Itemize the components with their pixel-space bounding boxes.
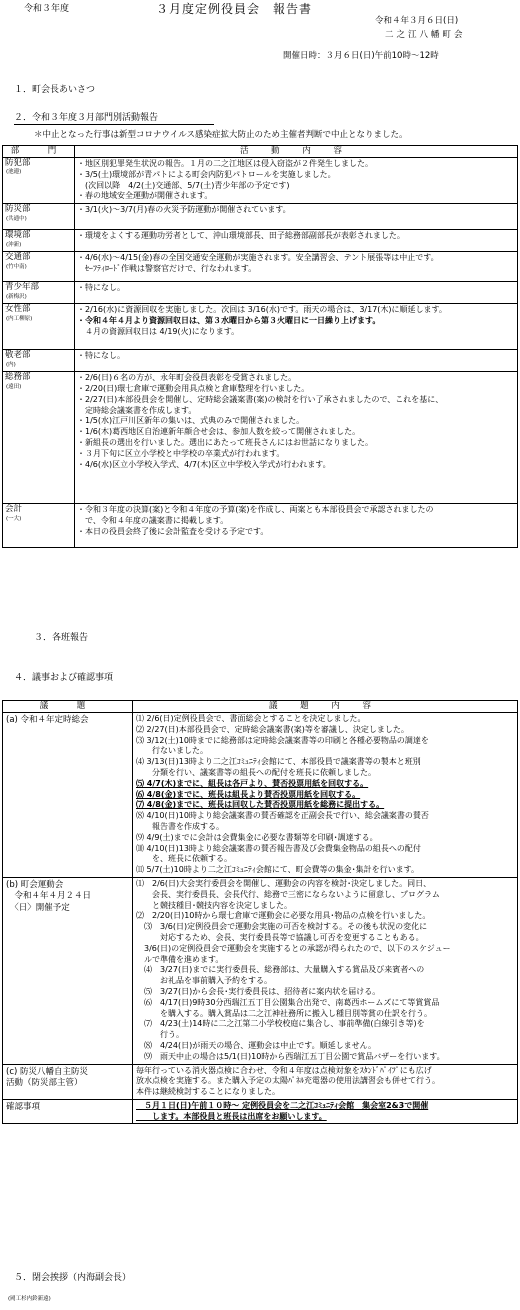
activity-row	[3, 350, 518, 372]
agenda-item: ⑹ 4/8(金)までに、班長は組長より賛否投票用紙を回収する。	[136, 789, 361, 799]
agenda-item: 本件は継続検討することになりました。	[136, 1087, 280, 1097]
activity-cell	[75, 158, 518, 204]
dept-name: 環境部	[5, 230, 31, 241]
section1-title: １．町会長あいさつ	[14, 85, 96, 95]
activity-cell	[75, 282, 518, 304]
activity-row	[3, 282, 518, 304]
dept-name: 防災部	[5, 204, 31, 215]
agenda-item: ルで準備を進めます。	[136, 954, 224, 964]
topic-line: 〈日〉開催予定	[6, 902, 70, 913]
activity-line: ・３月下旬に区立小学校と中学校の卒業式が行われます。	[77, 448, 285, 458]
agenda-item: 毎年行っている消火器点検に合わせ、令和４年度は点検対象をｽﾀﾝﾄﾞﾊﾟｲﾌﾟにも広げ	[136, 1065, 432, 1075]
meeting-time: 開催日時：３月６日(日)午前10時～12時	[283, 51, 439, 61]
agenda-item: ⑸ 4/7(木)までに、組長は各戸より、賛否投票用紙を回収する。	[136, 778, 369, 788]
dept-name: 敬老部	[5, 350, 31, 361]
agenda-row	[3, 713, 518, 878]
dept-name: 防犯部	[5, 158, 31, 168]
activity-line: ・地区別犯罪発生状況の報告。１月の二之江地区は侵入窃盗が２件発生しました。	[77, 159, 373, 168]
col-header-dept: 部 門	[3, 146, 75, 158]
activity-cell	[75, 204, 518, 230]
dept-members: (遠田)	[6, 383, 22, 390]
dept-name: 会計	[5, 504, 23, 515]
agenda-item: ⑽ 4/10(日)13時より総会議案書の賛否報告書及び会費集金物品の組長への配付	[136, 843, 421, 853]
dept-members: (新梅沢)	[6, 293, 27, 300]
topic-cell	[3, 1064, 133, 1099]
activity-row	[3, 230, 518, 252]
agenda-row	[3, 877, 518, 1064]
section5-sub: (岡工杉内鈴新遠)	[8, 1296, 51, 1302]
topic-line: 令和４年４月２４日	[6, 891, 92, 902]
agenda-item: ⑼ 雨天中止の場合は5/1(日)10時から西瑞江五丁目公園で賞品バザーを行います。	[136, 1051, 445, 1061]
agenda-item: 分類を行い、議案書等の組長への配付を班長に依頼しました。	[136, 767, 376, 777]
agenda-item: します。本部役員と班長は出席をお願いします。	[136, 1111, 327, 1121]
activity-row	[3, 158, 518, 204]
activity-line: ・3/1(火)～3/7(月)春の火災予防運動が開催されています。	[77, 205, 291, 215]
report-date: 令和４年３月６日(日)	[375, 16, 459, 26]
agenda-item: 3/6(日)の定例役員会で運動会を実施するとの承認が得られたので、以下のスケジュー	[136, 943, 451, 953]
topic-cell	[3, 1099, 133, 1124]
dept-members: (内)	[6, 361, 16, 368]
dept-cell	[3, 204, 75, 230]
col-header-topic: 議 題	[3, 701, 133, 713]
dept-members: (内工柳原)	[6, 315, 33, 322]
section2-underline	[14, 124, 214, 125]
agenda-item: お礼品を事前購入予約をする。	[136, 976, 272, 986]
topic-line: (c) 防災八幡自主防災	[6, 1066, 89, 1077]
agenda-item: 行ないました。	[136, 746, 208, 756]
activity-line: ・4/6(水)区立小学校入学式、4/7(木)区立中学校入学式が行われます。	[77, 459, 331, 469]
dept-cell	[3, 158, 75, 204]
dept-members: (一大)	[6, 515, 22, 522]
agenda-item: 放水点検を実施する。また購入予定の太陽ﾊﾟﾈﾙ充電器の使用法講習会も併せて行う。	[136, 1076, 440, 1086]
activity-table	[2, 145, 518, 548]
dept-name: 交通部	[5, 252, 31, 263]
agenda-item: ⑻ 4/10(日)10時より総会議案書の賛否確認を正副会長で行い、総会議案書の賛否	[136, 811, 429, 821]
activity-line: ・新組長の選出を行いました。選出にあたって班長さんにはお世話になりました。	[77, 437, 373, 447]
topic-cell	[3, 877, 133, 1064]
col-header-content: 議 題 内 容	[133, 701, 518, 713]
agenda-row	[3, 1064, 518, 1099]
activity-line: ・1/5(水)江戸川区新年の集いは、式典のみで開催されました。	[77, 416, 305, 426]
activity-line: ・1/6(木)葛西地区自治連新年顔合せ会は、参加人数を絞って開催されました。	[77, 427, 361, 437]
report-title: ３月度定例役員会 報告書	[156, 2, 313, 16]
dept-cell	[3, 304, 75, 350]
agenda-row	[3, 1099, 518, 1124]
dept-cell	[3, 230, 75, 252]
activity-line: ・令和４年４月より資源回収日は、第３水曜日から第３火曜日に一日繰り上げます。	[77, 315, 381, 325]
dept-members: (沖新)	[6, 241, 22, 248]
agenda-item: 行う。	[136, 1030, 184, 1040]
organization-name: 二之江八幡町会	[385, 30, 466, 40]
content-cell	[133, 1064, 518, 1099]
topic-cell	[3, 713, 133, 878]
agenda-item: ⑶ 3/12(土)10時までに総務部は定時総会議案書等の印刷と各種必要物品の調達を	[136, 735, 429, 745]
dept-cell	[3, 504, 75, 548]
agenda-item: ⑶ 3/6(日)定例役員会で運動会実施の可否を検討する。その後も状況の変化に	[136, 922, 428, 932]
agenda-item: ⑷ 3/27(日)までに実行委員長、総務部は、大量購入する賞品及び来賓者への	[136, 965, 425, 975]
agenda-item: ⑵ 2/27(日)本部役員会で、定時総会議案書(案)等を審議し、決定しました。	[136, 724, 409, 734]
agenda-item: ⑸ 3/27(日)から会長･実行委員長は、招待者に案内状を届ける。	[136, 986, 381, 996]
activity-cell	[75, 252, 518, 282]
activity-cell	[75, 504, 518, 548]
topic-line: 活動（防災部主管）	[6, 1077, 83, 1088]
activity-line: ・2/6(日)６名の方が、永年町会役員表彰を受賞されました。	[77, 373, 297, 383]
agenda-item: ⑵ 2/20(日)10時から環七倉庫で運動会に必要な用具･物品の点検を行いました。	[136, 911, 431, 921]
activity-line: ・2/16(水)に資源回収を実施しました。次回は 3/16(水)です。雨天の場合は、3/17(木)に順延します。	[77, 305, 447, 315]
agenda-item: ⑺ 4/8(金)までに、班長は回収した賛否投票用紙を総務に提出する。	[136, 800, 385, 810]
dept-cell	[3, 252, 75, 282]
agenda-item: ⑴ 2/6(日)大会実行委員会を開催し、運動会の内容を検討･決定しました。同日、	[136, 878, 432, 888]
agenda-item: ⑹ 4/17(日)9時30分西瑞江五丁目公園集合出発で、南葛西ホームズにて等賞賞品	[136, 997, 440, 1007]
dept-cell	[3, 372, 75, 504]
dept-members: (竹中南)	[6, 263, 27, 270]
topic-line: (b) 町会運動会	[6, 879, 64, 890]
activity-cell	[75, 230, 518, 252]
activity-cell	[75, 304, 518, 350]
content-cell	[133, 877, 518, 1064]
agenda-item: ⑼ 4/9(土)までに会計は会費集金に必要な書類等を印刷･調達する。	[136, 832, 378, 842]
activity-row	[3, 304, 518, 350]
activity-line: ・3/5(土)環境部が青パトによる町会内防犯パトロールを実施しました。	[77, 169, 336, 179]
activity-row	[3, 372, 518, 504]
agenda-item: ⑻ 4/24(日)が雨天の場合、運動会は中止です。順延しません。	[136, 1040, 377, 1050]
agenda-table	[2, 700, 518, 1124]
section4-title: ４．議事および確認事項	[14, 673, 114, 683]
activity-line: ・2/20(日)環七倉庫で運動会用具点検と倉庫整理を行いました。	[77, 383, 310, 393]
agenda-item: ⑺ 4/23(土)14時に二之江第二小学校校庭に集合し、事前準備(白線引き等)を	[136, 1019, 425, 1029]
activity-line: ・令和３年度の決算(案)と令和４年度の予算(案)を作成し、両案とも本部役員会で承認されましたの	[77, 505, 434, 515]
content-cell	[133, 713, 518, 878]
activity-line: 定時総会議案書を作成します。	[77, 405, 197, 415]
col-header-activity: 活 動 内 容	[75, 146, 518, 158]
activity-line: ・本日の役員会終了後に会計監査を受ける予定です。	[77, 526, 269, 536]
agenda-item: を購入する。購入賞品は二之江神社務所に搬入し種目別等賞の仕訳を行う。	[136, 1008, 432, 1018]
agenda-item: ⑷ 3/13(日)13時より二之江ｺﾐｭﾆﾃｨ会館にて、本部役員で議案書等の製本と班別	[136, 757, 421, 767]
activity-line: ・特になし。	[77, 351, 125, 361]
activity-line: ・4/6(水)～4/15(金)春の全国交通安全運動が実施されます。安全講習会、テント展張等は中止です。	[77, 253, 439, 263]
activity-table-wrap	[2, 145, 518, 548]
activity-line: ｾｰﾌﾃｨﾛｰﾄﾞ作戦は警察官だけで、行なわれます。	[77, 263, 257, 273]
topic-line: (a) 令和４年定時総会	[6, 715, 89, 725]
activity-line: で、令和４年度の議案書に掲載します。	[77, 515, 229, 525]
activity-row	[3, 504, 518, 548]
agenda-table-wrap	[2, 700, 518, 1124]
fiscal-year: 令和３年度	[24, 4, 70, 14]
activity-line: ４月の資源回収日は 4/19(火)になります。	[77, 326, 240, 336]
dept-cell	[3, 350, 75, 372]
agenda-item: と競技種目･競技内容を決定しました。	[136, 900, 292, 910]
dept-members: (池邉)	[6, 169, 22, 176]
activity-line: ・春の地域安全運動が開催されます。	[77, 191, 213, 201]
section2-title: ２．令和３年度３月部門別活動報告	[14, 113, 159, 123]
section3-title: ３．各班報告	[34, 633, 89, 643]
activity-cell	[75, 350, 518, 372]
content-cell	[133, 1099, 518, 1124]
agenda-item: を、班長に依頼する。	[136, 854, 232, 864]
dept-cell	[3, 282, 75, 304]
agenda-item: 報告書を作成する。	[136, 821, 224, 831]
dept-name: 総務部	[5, 372, 31, 383]
activity-line: ・環境をよくする運動功労者として、沖山環境部長、田子総務部副部長が表彰されました。	[77, 231, 405, 241]
agenda-item: ⑴ 2/6(日)定例役員会で、書面総会とすることを決定しました。	[136, 714, 366, 723]
agenda-item: 会長、実行委員長、会長代行、総務で三密にならないように留意し、プログラム	[136, 889, 440, 899]
activity-line: ・特になし。	[77, 283, 125, 293]
topic-line: 確認事項	[6, 1101, 41, 1112]
activity-line: ・2/27(日)本部役員会を開催し、定時総会議案書(案)の検討を行い了承されましたので、これを基に、	[77, 394, 444, 404]
agenda-item: 対応するため、会長、実行委員長等で協議し可否を変更することもある。	[136, 932, 424, 942]
activity-row	[3, 204, 518, 230]
agenda-item: ⑾ 5/7(土)10時より二之江ｺﾐｭﾆﾃｨ会館にて、町会費等の集金･集計を行います。	[136, 865, 420, 875]
agenda-item: ５月１日(日)午前１０時～ 定例役員会を二之江ｺﾐｭﾆﾃｨ会館 集会室2&3で開催	[136, 1100, 429, 1110]
activity-cell	[75, 372, 518, 504]
section5-title: ５．閉会挨拶（内海副会長）	[14, 1273, 132, 1283]
section2-note: ＊中止となった行事は新型コロナウイルス感染症拡大防止のため主催者判断で中止となりました。	[34, 130, 408, 140]
dept-members: (共通中)	[6, 215, 27, 222]
dept-name: 青少年部	[5, 282, 40, 293]
activity-line: (次回以降 4/2(土)交通部、5/7(土)青少年部の予定です)	[77, 180, 290, 190]
activity-row	[3, 252, 518, 282]
dept-name: 女性部	[5, 304, 31, 315]
